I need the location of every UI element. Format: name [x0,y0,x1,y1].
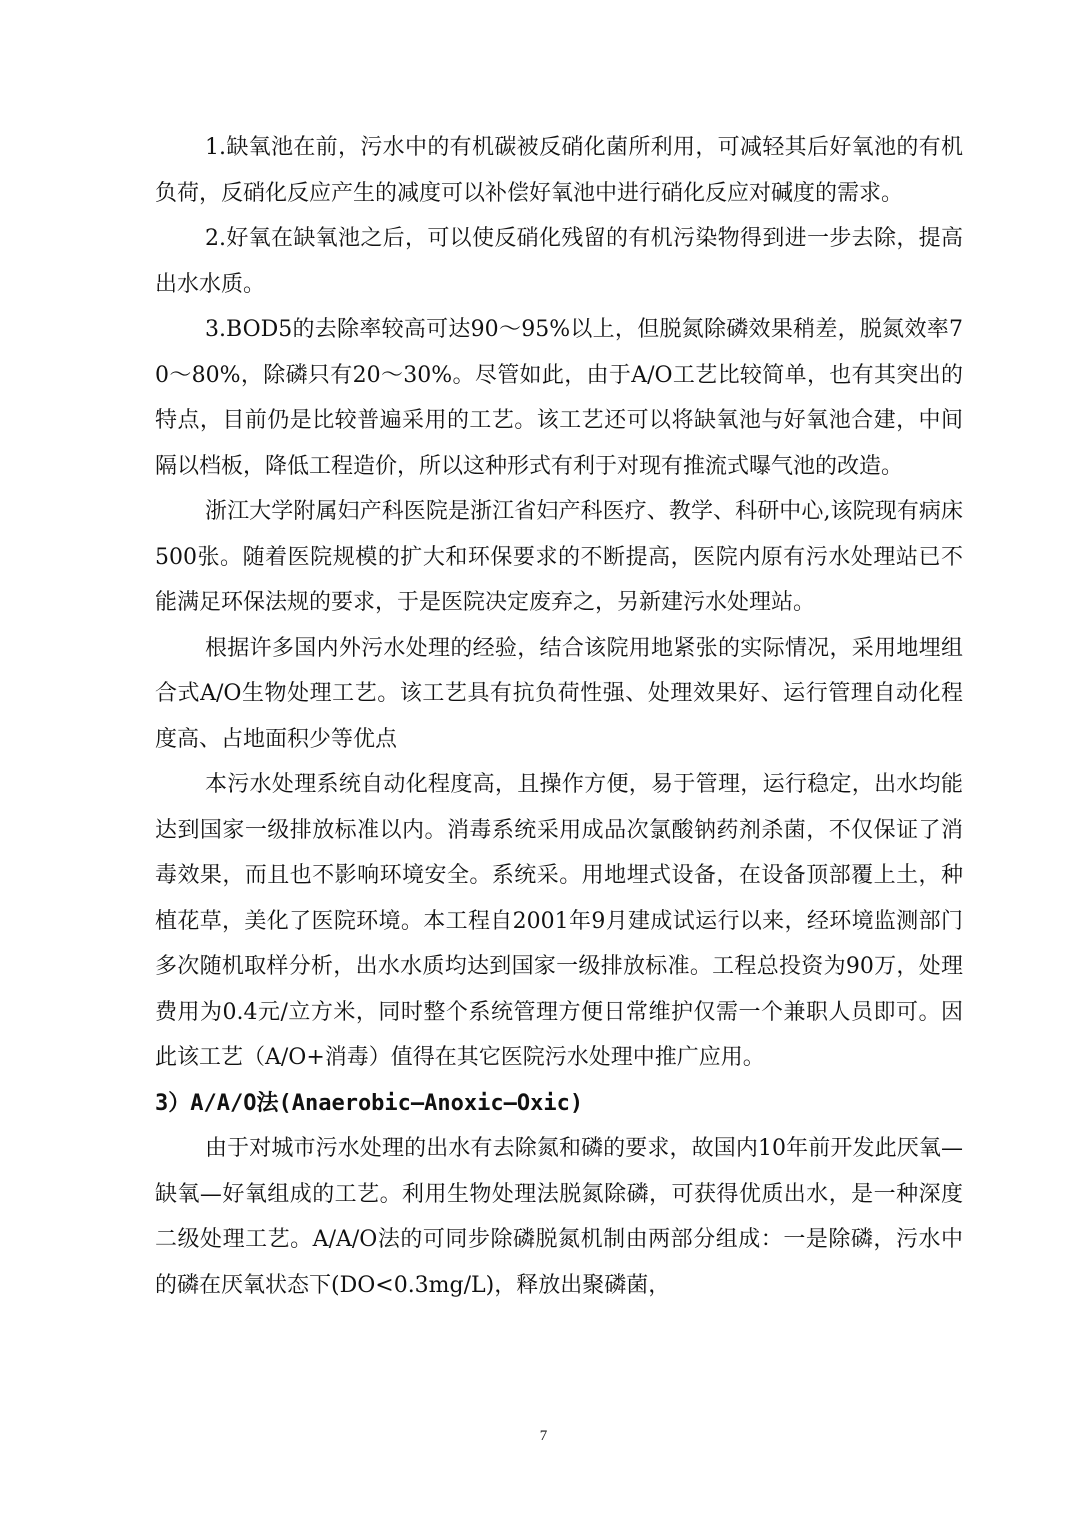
paragraph-bod5-removal: 3.BOD5的去除率较高可达90～95%以上，但脱氮除磷效果稍差，脱氮效率70～80%，除磷只有20～30%。尽管如此，由于A/O工艺比较简单，也有其突出的特点，目前仍是比较普遍采用的工艺。该工艺还可以将缺氧池与好氧池合建，中间隔以档板，降低工程造价，所以这种形式有利于对现有推流式曝气池的改造。 [155,317,963,479]
paragraph-aao-intro: 由于对城市污水处理的出水有去除氮和磷的要求，故国内10年前开发此厌氧—缺氧—好氧组成的工艺。利用生物处理法脱氮除磷，可获得优质出水，是一种深度二级处理工艺。A/A/O法的可同步除磷脱氮机制由两部分组成：一是除磷，污水中的磷在厌氧状态下(DO<0.3mg/L)，释放出聚磷菌， [155,1136,963,1298]
paragraph-anoxic-first: 1.缺氧池在前，污水中的有机碳被反硝化菌所利用，可减轻其后好氧池的有机负荷，反硝化反应产生的减度可以补偿好氧池中进行硝化反应对碱度的需求。 [155,135,963,206]
document-body [155,125,963,1308]
section-heading: 3）A/A/O法(Anaerobic—Anoxic—Oxic) [155,1090,584,1116]
paragraph-process-choice: 根据许多国内外污水处理的经验，结合该院用地紧张的实际情况，采用地埋组合式A/O生物处理工艺。该工艺具有抗负荷性强、处理效果好、运行管理自动化程度高、占地面积少等优点 [155,635,963,752]
paragraph-hospital-intro: 浙江大学附属妇产科医院是浙江省妇产科医疗、教学、科研中心,该院现有病床500张。随着医院规模的扩大和环保要求的不断提高，医院内原有污水处理站已不能满足环保法规的要求，于是医院决定废弃之，另新建污水处理站。 [155,499,963,615]
page-number: 7 [539,1428,548,1444]
paragraph-system-results: 本污水处理系统自动化程度高，且操作方便，易于管理，运行稳定，出水均能达到国家一级排放标准以内。消毒系统采用成品次氯酸钠药剂杀菌，不仅保证了消毒效果，而且也不影响环境安全。系统采。用地埋式设备，在设备顶部覆上土，种植花草，美化了医院环境。本工程自2001年9月建成试运行以来，经环境监测部门多次随机取样分析，出水水质均达到国家一级排放标准。工程总投资为90万，处理费用为0.4元/立方米，同时整个系统管理方便日常维护仅需一个兼职人员即可。因此该工艺（A/O+消毒）值得在其它医院污水处理中推广应用。 [155,772,963,1070]
paragraph-aerobic-after: 2.好氧在缺氧池之后，可以使反硝化残留的有机污染物得到进一步去除，提高出水水质。 [155,226,963,297]
